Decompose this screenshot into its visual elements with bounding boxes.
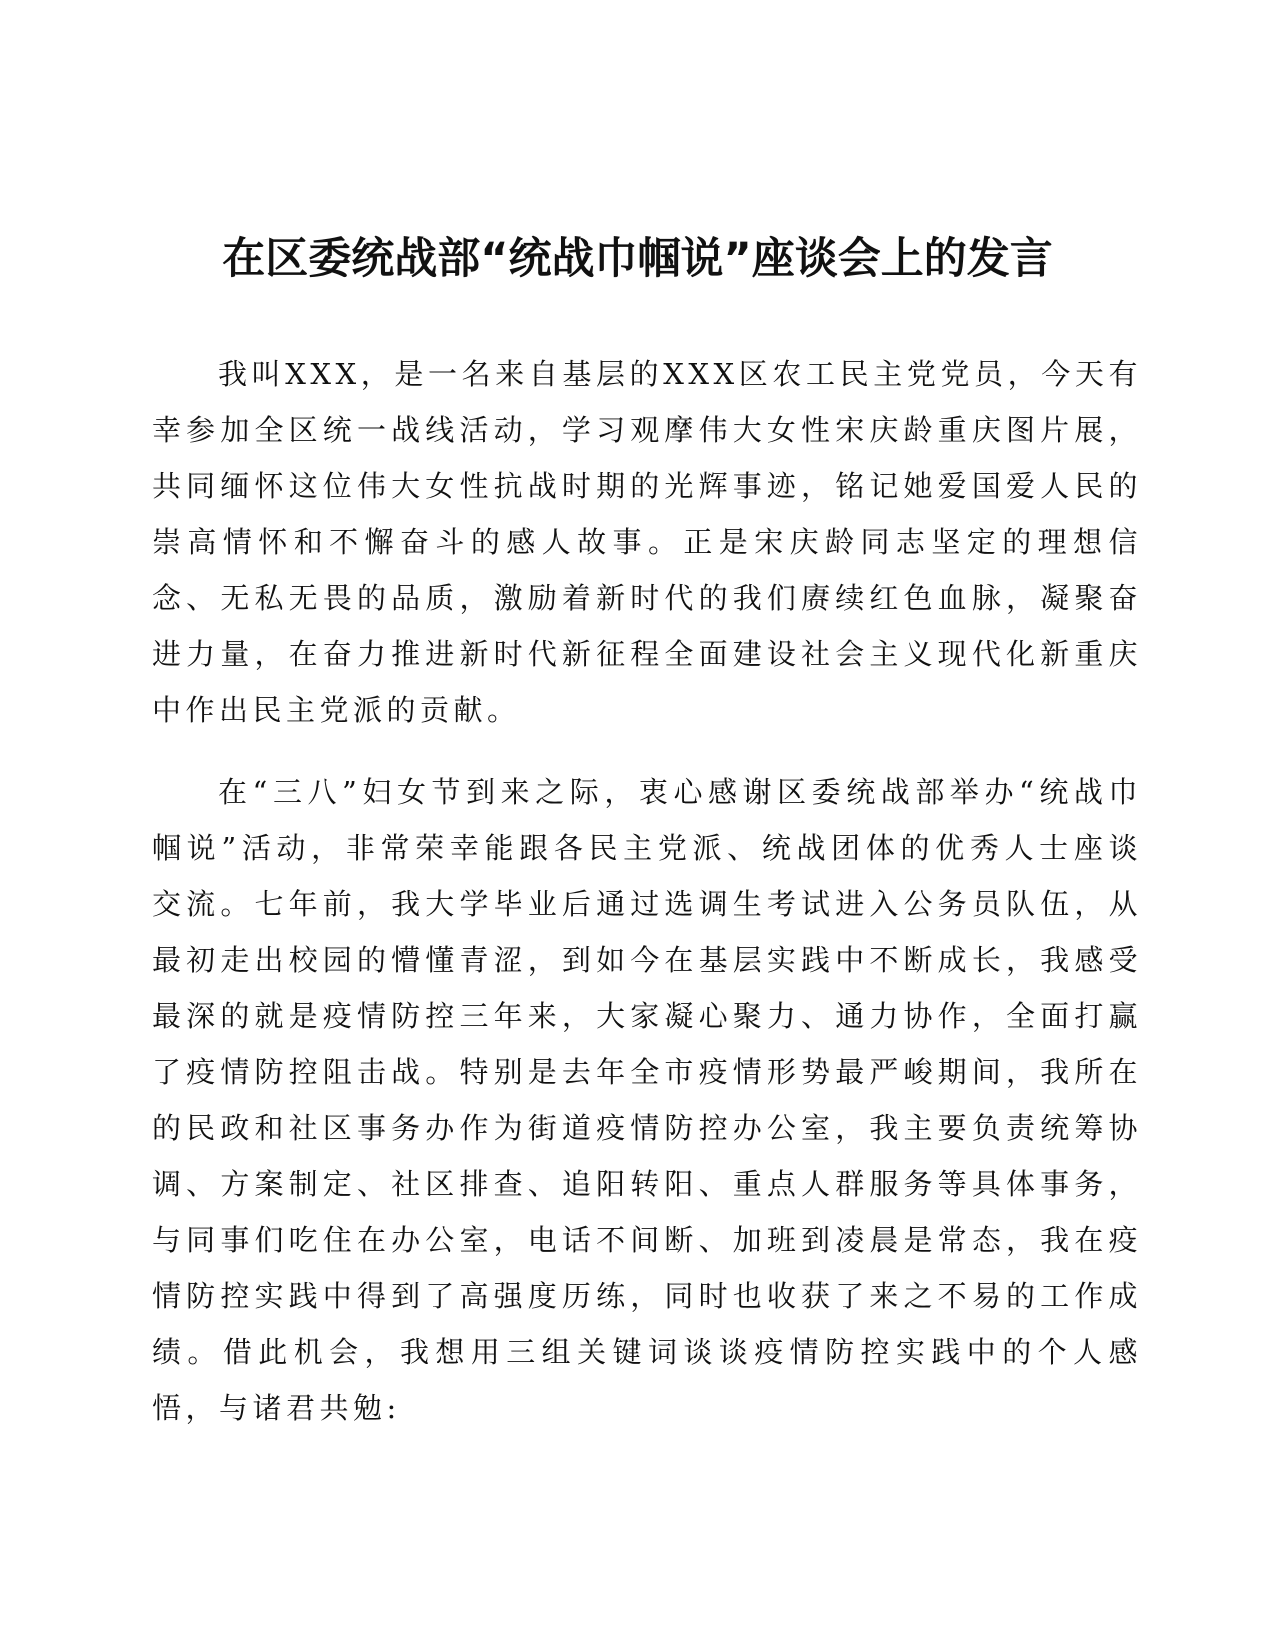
paragraph-1: 我叫XXX，是一名来自基层的XXX区农工民主党党员，今天有幸参加全区统一战线活动，学习观摩伟大女性宋庆龄重庆图片展，共同缅怀这位伟大女性抗战时期的光辉事迹，铭记她爱国爱人民的崇高情怀和不懈奋斗的感人故事。正是宋庆龄同志坚定的理想信念、无私无畏的品质，激励着新时代的我们赓续红色血脉，凝聚奋进力量，在奋力推进新时代新征程全面建设社会主义现代化新重庆中作出民主党派的贡献。	[152, 357, 1142, 727]
document-title: 在区委统战部“统战巾帼说”座谈会上的发言	[222, 234, 1053, 284]
paragraph-2: 在“三八”妇女节到来之际，衷心感谢区委统战部举办“统战巾帼说”活动，非常荣幸能跟各民主党派、统战团体的优秀人士座谈交流。七年前，我大学毕业后通过选调生考试进入公务员队伍，从最初走出校园的懵懂青涩，到如今在基层实践中不断成长，我感受最深的就是疫情防控三年来，大家凝心聚力、通力协作，全面打赢了疫情防控阻击战。特别是去年全市疫情形势最严峻期间，我所在的民政和社区事务办作为街道疫情防控办公室，我主要负责统筹协调、方案制定、社区排查、追阳转阳、重点人群服务等具体事务，与同事们吃住在办公室，电话不间断、加班到凌晨是常态，我在疫情防控实践中得到了高强度历练，同时也收获了来之不易的工作成绩。借此机会，我想用三组关键词谈谈疫情防控实践中的个人感悟，与诸君共勉:	[152, 775, 1142, 1425]
